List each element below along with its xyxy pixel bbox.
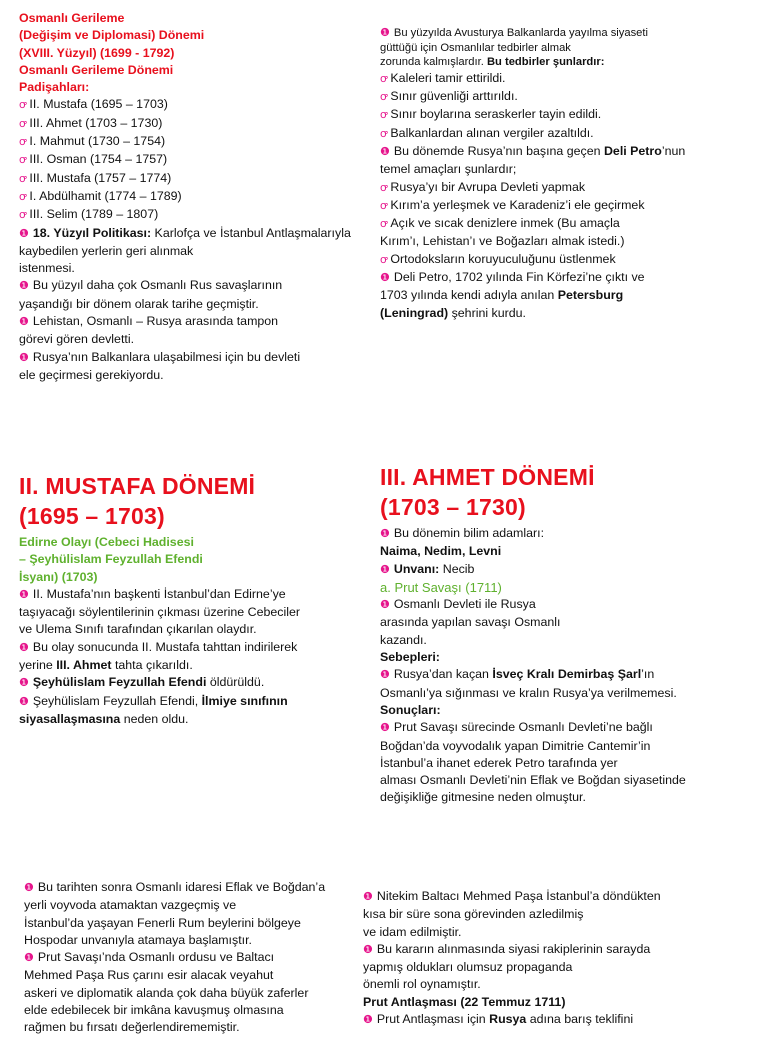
- subheading: Sebepleri:: [380, 650, 440, 665]
- list-item: [380, 251, 685, 269]
- section-baltaci-prut: [363, 888, 661, 1029]
- hook-arrow-icon: ꝍ: [19, 190, 26, 203]
- section-title: III. AHMET DÖNEMİ: [380, 464, 595, 490]
- paragraph-line: [19, 313, 351, 331]
- paragraph-line: önemli rol oynamıştır.: [363, 977, 481, 992]
- paragraph-line: yaşandığı bir dönem olarak tarihe geçmiştir.: [19, 296, 259, 311]
- paragraph-line: kısa bir süre sona görevinden azledilmiş: [363, 907, 584, 922]
- bold-text: İsveç Kralı Demirbaş Şarl: [492, 667, 642, 682]
- circled-dot-icon: ❶: [24, 952, 34, 965]
- hook-arrow-icon: ꝍ: [380, 91, 387, 104]
- paragraph-line: [24, 879, 325, 897]
- paragraph-line: [380, 525, 686, 543]
- hook-arrow-icon: ꝍ: [19, 209, 26, 222]
- text: öldürüldü.: [206, 675, 265, 690]
- text: Prut Savaşı’nda Osmanlı ordusu ve Baltacı: [37, 950, 275, 965]
- reign-text: III. Selim (1789 – 1807): [29, 207, 159, 222]
- section-title: II. MUSTAFA DÖNEMİ: [19, 473, 256, 499]
- hook-arrow-icon: ꝍ: [19, 154, 26, 167]
- reign-text: II. Mustafa (1695 – 1703): [29, 97, 168, 112]
- paragraph-line: askeri ve diplomatik alanda çok daha büyük zaferler: [24, 985, 309, 1000]
- bold-text: Rusya: [489, 1012, 527, 1027]
- text: Kırım’a yerleşmek ve Karadeniz’i ele geçirmek: [390, 197, 645, 212]
- circled-dot-icon: ❶: [19, 695, 29, 708]
- paragraph-line: taşıyacağı söylentilerinin çıkması üzerine Cebeciler: [19, 605, 300, 620]
- bold-text: siyasallaşmasına: [19, 711, 121, 726]
- heading-line: (Değişim ve Diplomasi) Dönemi: [19, 28, 205, 43]
- heading-line: (XVIII. Yüzyıl) (1699 - 1792): [19, 45, 175, 60]
- paragraph-line: [380, 719, 686, 737]
- paragraph-line: [24, 949, 325, 967]
- paragraph-line: [19, 277, 351, 295]
- list-item: [380, 88, 685, 106]
- paragraph-line: güttüğü için Osmanlılar tedbirler almak: [380, 41, 571, 54]
- hook-arrow-icon: ꝍ: [19, 136, 26, 149]
- paragraph-line: yapmış oldukları olumsuz propaganda: [363, 960, 573, 975]
- text: ’nun: [661, 143, 686, 158]
- text: Nitekim Baltacı Mehmed Paşa İstanbul’a döndükten: [376, 889, 661, 903]
- paragraph-line: [380, 596, 686, 614]
- list-item: [19, 151, 351, 169]
- circled-dot-icon: ❶: [380, 599, 390, 612]
- list-item: [380, 125, 685, 143]
- circled-dot-icon: ❶: [19, 316, 29, 329]
- paragraph-line: istenmesi.: [19, 261, 75, 276]
- paragraph-line: [380, 143, 685, 161]
- text: Karlofça ve İstanbul Antlaşmalarıyla: [151, 225, 351, 240]
- list-item: [380, 215, 685, 233]
- text: şehrini kurdu.: [448, 305, 526, 320]
- circled-dot-icon: ❶: [24, 882, 34, 894]
- text: neden oldu.: [120, 711, 189, 726]
- hook-arrow-icon: ꝍ: [380, 253, 387, 266]
- bold-text: Petersburg: [557, 288, 624, 303]
- list-item: [380, 197, 685, 215]
- list-item: [380, 179, 685, 197]
- text: Rusya’yı bir Avrupa Devleti yapmak: [390, 179, 586, 194]
- section-title: (1703 – 1730): [380, 494, 526, 520]
- text: Prut Savaşı sürecinde Osmanlı Devleti’ne bağlı: [393, 720, 653, 735]
- paragraph-line: yerli voyvoda atamaktan vazgeçmiş ve: [24, 898, 237, 913]
- paragraph-line: kazandı.: [380, 632, 427, 647]
- reign-text: III. Ahmet (1703 – 1730): [29, 115, 163, 130]
- green-heading: Edirne Olayı (Cebeci Hadisesi: [19, 535, 194, 549]
- text: 1703 yılında kendi adıyla anılan: [380, 288, 558, 303]
- text: Bu dönemin bilim adamları:: [393, 526, 545, 540]
- hook-arrow-icon: ꝍ: [380, 199, 387, 212]
- paragraph-line: [380, 55, 685, 70]
- paragraph-line: Naima, Nedim, Levni: [380, 544, 502, 559]
- text: Ortodoksların koruyuculuğunu üstlenmek: [390, 251, 616, 266]
- paragraph-line: [363, 1011, 661, 1029]
- heading-line: Padişahları:: [19, 80, 90, 95]
- text: II. Mustafa’nın başkenti İstanbul’dan Edirne’ye: [32, 586, 286, 601]
- reign-text: III. Osman (1754 – 1757): [29, 152, 168, 167]
- circled-dot-icon: ❶: [363, 891, 373, 903]
- text: Necib: [439, 561, 475, 576]
- paragraph-line: alması Osmanlı Devleti’nin Eflak ve Boğdan siyasetinde: [380, 773, 686, 788]
- reign-text: III. Mustafa (1757 – 1774): [29, 170, 172, 185]
- circled-dot-icon: ❶: [19, 641, 29, 654]
- paragraph-line: İstanbul’da yaşayan Fenerli Rum beylerini bölgeye: [24, 915, 301, 930]
- bold-text: 18. Yüzyıl Politikası:: [32, 225, 152, 240]
- text: Osmanlı Devleti ile Rusya: [393, 597, 536, 612]
- text: Sınır boylarına seraskerler tayin edildi.: [390, 107, 602, 122]
- heading-line: Osmanlı Gerileme Dönemi: [19, 62, 174, 77]
- list-item: [19, 188, 351, 206]
- reign-text: I. Mahmut (1730 – 1754): [29, 134, 166, 149]
- paragraph-line: [380, 561, 686, 579]
- paragraph-line: rağmen bu fırsatı değerlendirememiştir.: [24, 1020, 240, 1035]
- paragraph-line: [380, 287, 685, 304]
- bold-text: İlmiye sınıfının: [201, 693, 288, 708]
- paragraph-line: [19, 586, 300, 604]
- text: Rusya’nın Balkanlara ulaşabilmesi için bu devleti: [32, 349, 301, 364]
- text: Rusya’dan kaçan: [393, 667, 493, 682]
- green-heading: İsyanı) (1703): [19, 569, 98, 584]
- heading-line: Osmanlı Gerileme: [19, 11, 125, 25]
- circled-dot-icon: ❶: [19, 588, 29, 601]
- hook-arrow-icon: ꝍ: [380, 72, 387, 85]
- circled-dot-icon: ❶: [19, 677, 29, 690]
- paragraph-line: [19, 225, 351, 243]
- bold-text: Unvanı:: [393, 561, 440, 576]
- text: Balkanlardan alınan vergiler azaltıldı.: [390, 125, 594, 140]
- circled-dot-icon: ❶: [380, 669, 390, 682]
- circled-dot-icon: ❶: [363, 1014, 373, 1027]
- circled-dot-icon: ❶: [363, 943, 373, 956]
- green-heading: – Şeyhülislam Feyzullah Efendi: [19, 552, 203, 567]
- paragraph-line: [19, 349, 351, 367]
- hook-arrow-icon: ꝍ: [380, 218, 387, 231]
- paragraph-line: [380, 26, 685, 41]
- text: Kaleleri tamir ettirildi.: [390, 70, 506, 85]
- paragraph-line: elde edebilecek bir imkâna kavuşmuş olmasına: [24, 1003, 284, 1018]
- section-avusturya-petro: [380, 26, 685, 322]
- paragraph-line: değişikliğe gitmesine neden olmuştur.: [380, 790, 586, 805]
- paragraph-line: [380, 666, 686, 684]
- paragraph-line: ve Ulema Sınıfı tarafından çıkarılan olaydır.: [19, 622, 257, 637]
- list-item: [19, 96, 351, 114]
- hook-arrow-icon: ꝍ: [19, 172, 26, 185]
- text: ’ın: [641, 667, 655, 682]
- circled-dot-icon: ❶: [380, 272, 390, 285]
- circled-dot-icon: ❶: [19, 280, 29, 293]
- paragraph-line: ele geçirmesi gerekiyordu.: [19, 367, 164, 382]
- section-iii-ahmet: [380, 462, 686, 807]
- text: Bu tarihten sonra Osmanlı idaresi Eflak ve Boğdan’a: [37, 880, 326, 894]
- text: Deli Petro, 1702 yılında Fin Körfezi’ne çıktı ve: [393, 270, 645, 285]
- paragraph-line: [19, 711, 300, 728]
- paragraph-line: [19, 693, 300, 711]
- paragraph-line: Mehmed Paşa Rus çarını esir alacak veyahut: [24, 968, 274, 983]
- paragraph-line: [19, 674, 300, 692]
- bold-text: Deli Petro: [603, 143, 662, 158]
- paragraph-line: Kırım’ı, Lehistan’ı ve Boğazları almak istedi.): [380, 234, 625, 249]
- text: Bu olay sonucunda II. Mustafa tahttan indirilerek: [32, 639, 298, 654]
- paragraph-line: İstanbul’a ihanet ederek Petro tarafında yer: [380, 755, 618, 770]
- section-gerileme-intro: [19, 10, 351, 384]
- circled-dot-icon: ❶: [19, 351, 29, 364]
- bold-text: (Leningrad): [380, 305, 449, 320]
- list-item: [19, 133, 351, 151]
- text: Prut Antlaşması için: [376, 1012, 490, 1027]
- list-item: [380, 106, 685, 124]
- circled-dot-icon: ❶: [380, 563, 390, 576]
- section-ii-mustafa: [19, 471, 300, 728]
- text: zorunda kalmışlardır.: [380, 56, 487, 69]
- paragraph-line: görevi gören devletti.: [19, 332, 135, 347]
- text: Sınır güvenliği arttırıldı.: [390, 89, 518, 104]
- hook-arrow-icon: ꝍ: [380, 109, 387, 122]
- subheading: Prut Antlaşması (22 Temmuz 1711): [363, 994, 566, 1009]
- text: tahta çıkarıldı.: [111, 658, 193, 673]
- hook-arrow-icon: ꝍ: [19, 117, 26, 130]
- paragraph-line: Osmanlı’ya sığınması ve kralın Rusya’ya verilmemesi.: [380, 685, 677, 700]
- text: Şeyhülislam Feyzullah Efendi,: [32, 693, 202, 708]
- section-eflak-bogdan: [24, 879, 325, 1037]
- text: Bu yüzyıl daha çok Osmanlı Rus savaşlarının: [32, 278, 283, 293]
- paragraph-line: arasında yapılan savaşı Osmanlı: [380, 615, 561, 630]
- subheading: Sonuçları:: [380, 702, 441, 717]
- paragraph-line: [363, 941, 661, 959]
- circled-dot-icon: ❶: [380, 27, 390, 39]
- bold-text: Bu tedbirler şunlardır:: [486, 56, 605, 69]
- circled-dot-icon: ❶: [19, 227, 29, 240]
- text: Bu yüzyılda Avusturya Balkanlarda yayılma siyaseti: [393, 27, 648, 39]
- bold-text: III. Ahmet: [56, 658, 112, 673]
- text: Açık ve sıcak denizlere inmek (Bu amaçla: [390, 216, 620, 231]
- circled-dot-icon: ❶: [380, 722, 390, 735]
- text: yerine: [19, 658, 57, 673]
- hook-arrow-icon: ꝍ: [19, 99, 26, 112]
- paragraph-line: [380, 305, 685, 322]
- text: Bu kararın alınmasında siyasi rakiplerinin sarayda: [376, 941, 651, 956]
- bold-text: Şeyhülislam Feyzullah Efendi: [32, 675, 207, 690]
- hook-arrow-icon: ꝍ: [380, 181, 387, 194]
- paragraph-line: [19, 639, 300, 657]
- circled-dot-icon: ❶: [380, 528, 390, 540]
- circled-dot-icon: ❶: [380, 145, 390, 158]
- list-item: [380, 70, 685, 88]
- paragraph-line: ve idam edilmiştir.: [363, 924, 462, 939]
- section-title: (1695 – 1703): [19, 503, 165, 529]
- text: adına barış teklifini: [526, 1012, 634, 1027]
- paragraph-line: Boğdan’da voyvodalık yapan Dimitrie Cantemir’in: [380, 738, 651, 753]
- list-item: [19, 170, 351, 188]
- paragraph-line: [380, 269, 685, 287]
- paragraph-line: kaybedilen yerlerin geri alınmak: [19, 243, 194, 258]
- paragraph-line: [19, 657, 300, 674]
- hook-arrow-icon: ꝍ: [380, 127, 387, 140]
- paragraph-line: [363, 888, 661, 906]
- list-item: [19, 206, 351, 224]
- list-item: [19, 115, 351, 133]
- reign-text: I. Abdülhamit (1774 – 1789): [29, 188, 182, 203]
- text: Bu dönemde Rusya’nın başına geçen: [393, 143, 604, 158]
- paragraph-line: temel amaçları şunlardır;: [380, 162, 517, 177]
- paragraph-line: Hospodar unvanıyla atamaya başlamıştır.: [24, 932, 252, 947]
- text: Lehistan, Osmanlı – Rusya arasında tampon: [32, 314, 279, 329]
- green-heading: a. Prut Savaşı (1711): [380, 579, 502, 595]
